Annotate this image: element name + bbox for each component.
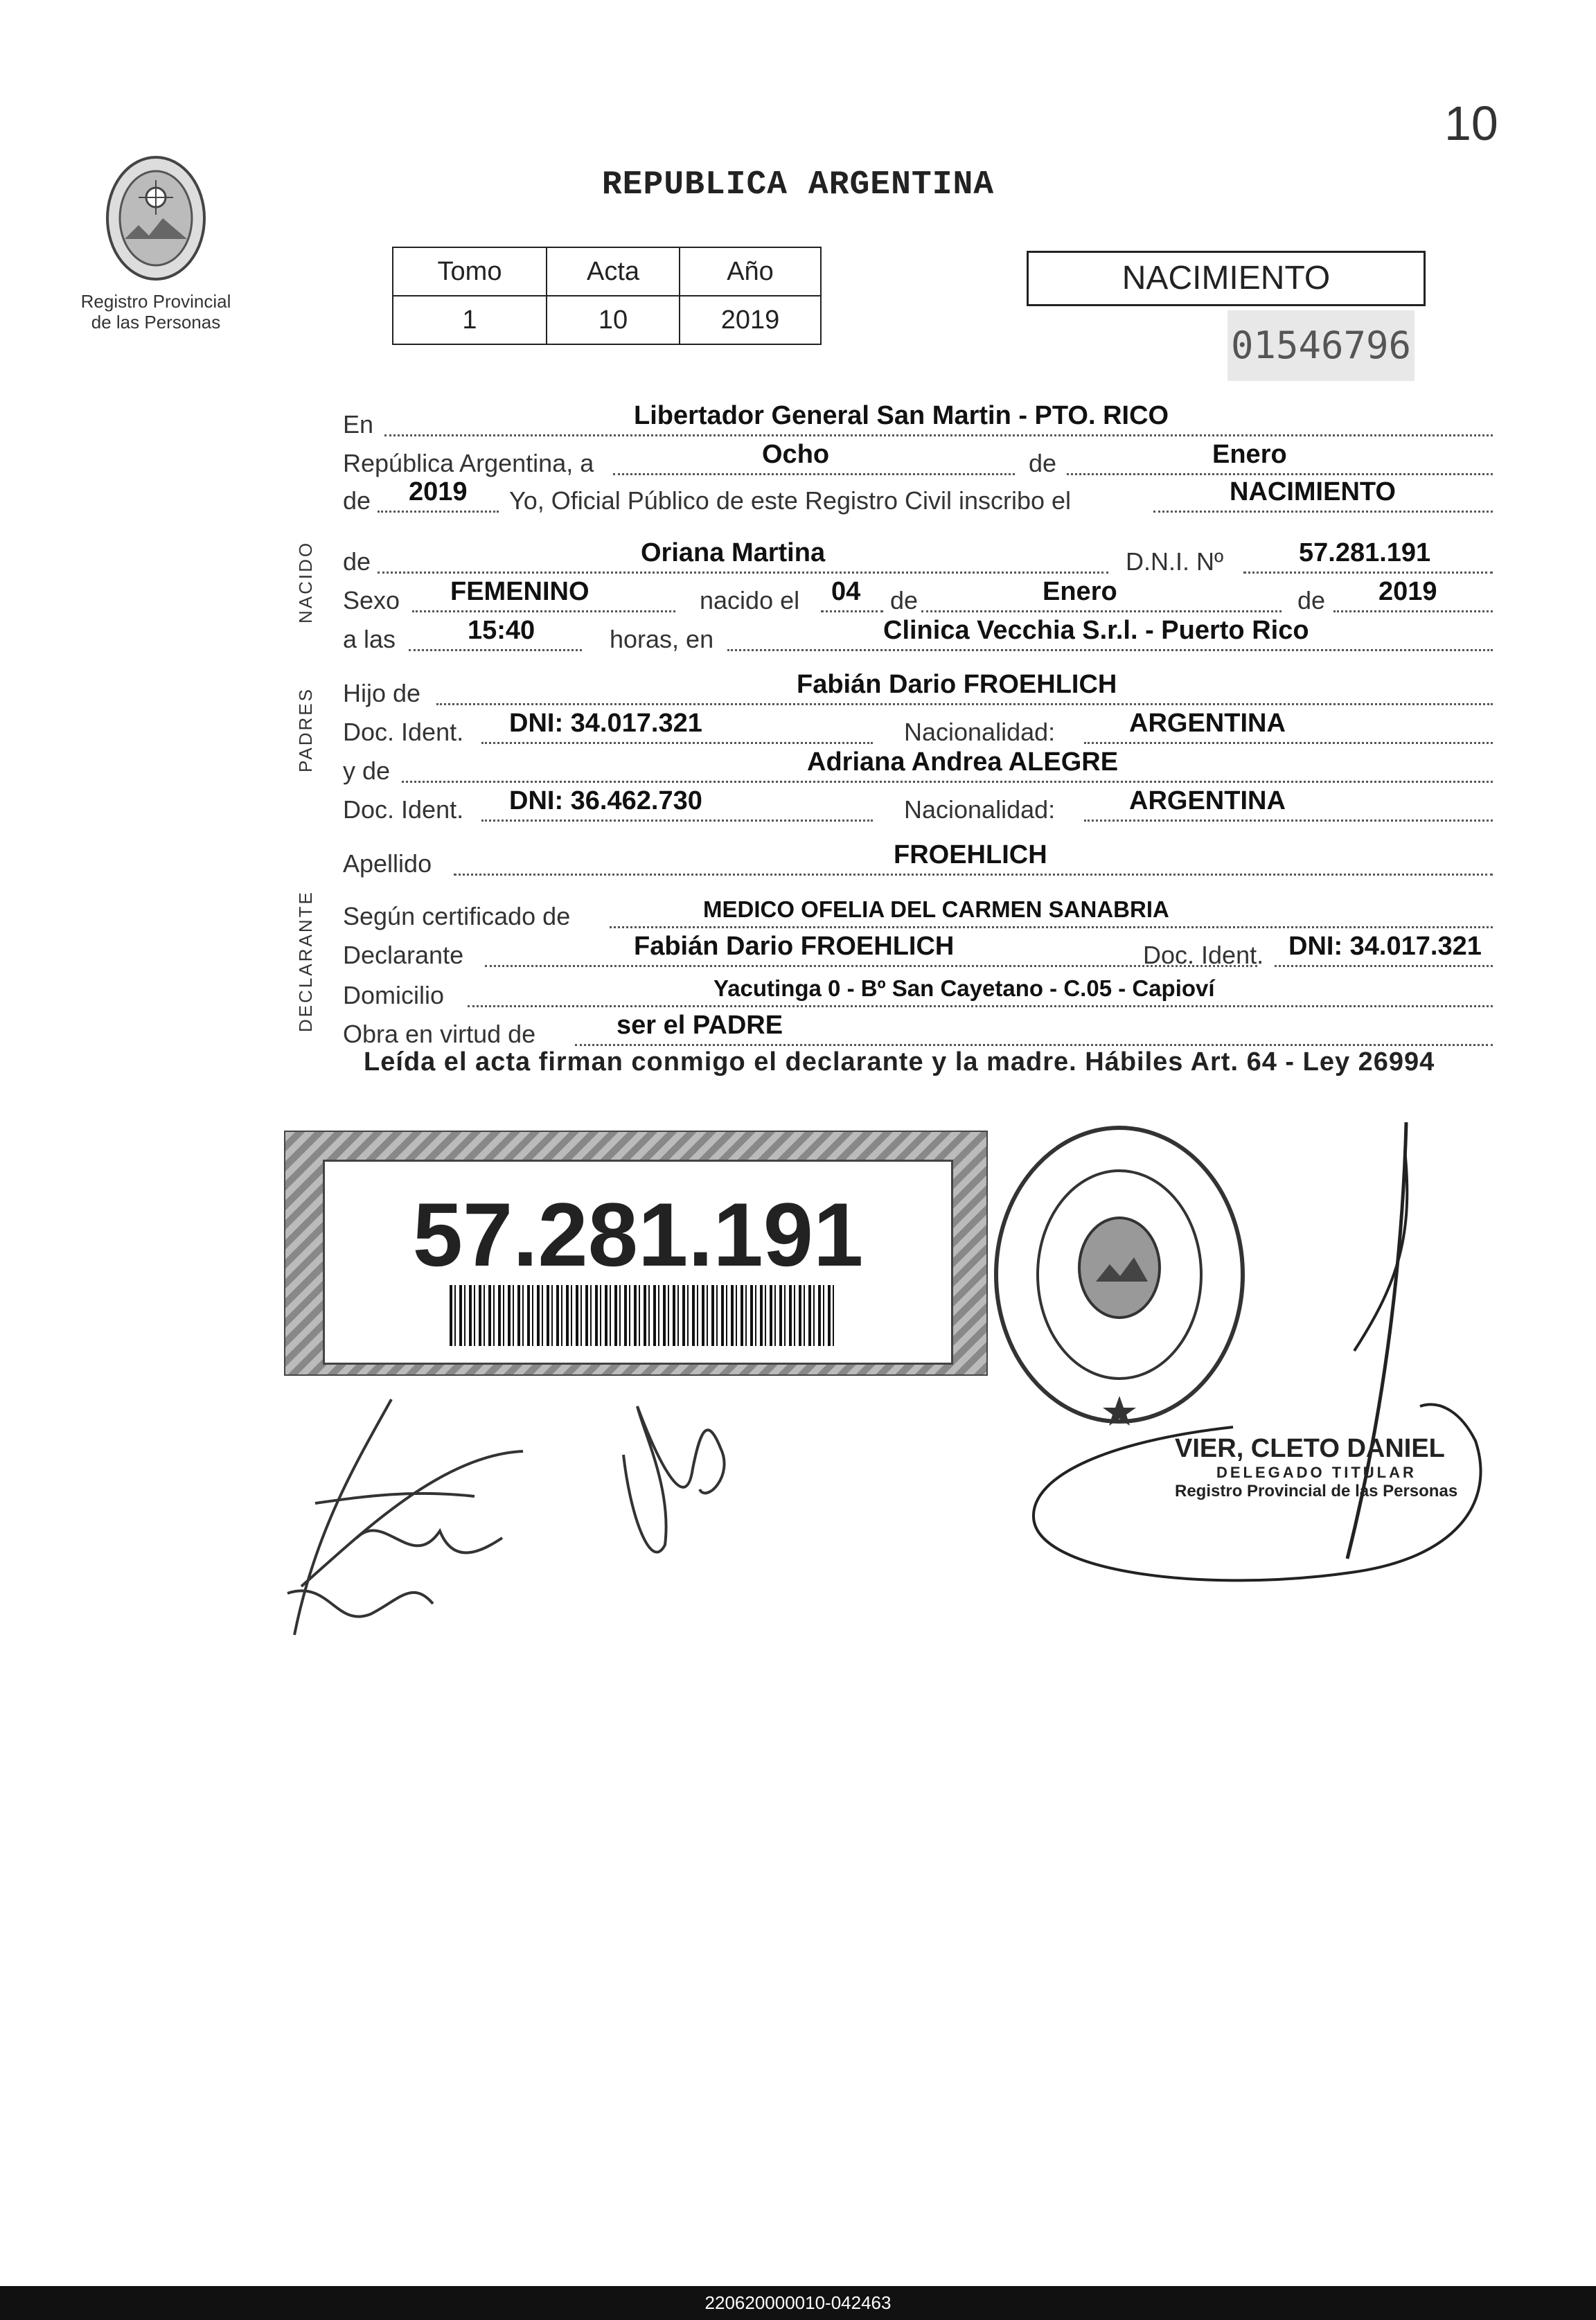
- anio-value: 2019: [680, 296, 821, 344]
- row-padre-doc: [343, 709, 1494, 751]
- value-dia: Ocho: [762, 440, 830, 469]
- dotted-line: [1067, 473, 1493, 475]
- tomo-header: Tomo: [393, 247, 547, 296]
- label-y-de: y de: [343, 756, 391, 785]
- dotted-line: [412, 610, 675, 612]
- label-nacido-el: nacido el: [700, 586, 800, 614]
- label-nacionalidad1: Nacionalidad:: [904, 718, 1056, 746]
- label-horas-en: horas, en: [610, 625, 714, 653]
- dotted-line: [1153, 511, 1493, 513]
- serial-number: 01546796: [1227, 310, 1415, 381]
- tomo-value: 1: [393, 296, 547, 344]
- dotted-line: [468, 1005, 1493, 1007]
- label-en: En: [343, 410, 374, 439]
- dotted-line: [402, 781, 1493, 783]
- dotted-line: [1084, 742, 1493, 744]
- value-certificado: MEDICO OFELIA DEL CARMEN SANABRIA: [703, 896, 1169, 922]
- row-nombre: [343, 539, 1494, 581]
- dotted-line: [613, 473, 1015, 475]
- value-padre: Fabián Dario FROEHLICH: [797, 670, 1117, 699]
- dotted-line: [454, 874, 1493, 876]
- label-de: de: [1029, 449, 1057, 477]
- dotted-line: [481, 742, 873, 744]
- logo-caption-line2: de las Personas: [91, 312, 221, 333]
- acta-header: Acta: [547, 247, 680, 296]
- dotted-line: [921, 610, 1282, 612]
- dotted-line: [378, 572, 1108, 574]
- label-a-las: a las: [343, 625, 396, 653]
- row-fecha: [343, 441, 1494, 482]
- dotted-line: [1084, 820, 1493, 822]
- row-declarante: [343, 932, 1494, 974]
- declarant-signature: [274, 1358, 551, 1649]
- row-certificado: [343, 894, 1494, 935]
- acta-value: 10: [547, 296, 680, 344]
- delegate-name: VIER, CLETO DANIEL: [1175, 1434, 1445, 1463]
- side-label-padres: PADRES: [295, 687, 316, 772]
- label-obra-en-virtud: Obra en virtud de: [343, 1020, 536, 1048]
- label-declarante: Declarante: [343, 941, 464, 969]
- row-madre: [343, 748, 1494, 790]
- value-virtud: ser el PADRE: [617, 1011, 783, 1040]
- row-lugar: [343, 402, 1494, 443]
- value-acto: NACIMIENTO: [1230, 477, 1396, 506]
- label-doc-ident3: Doc. Ident.: [1143, 941, 1264, 969]
- record-type-box: NACIMIENTO: [1027, 251, 1426, 306]
- label-republica: República Argentina, a: [343, 449, 594, 477]
- row-acto: [343, 478, 1494, 520]
- dni-sticker: [284, 1131, 988, 1376]
- closing-statement: Leída el acta firman conmigo el declarante y la madre. Hábiles Art. 64 - Ley 26994: [364, 1047, 1435, 1077]
- row-padre: [343, 671, 1494, 712]
- footer-code: 220620000010-042463: [0, 2286, 1596, 2320]
- page-number: 10: [1444, 96, 1498, 150]
- row-sexo: [343, 578, 1494, 619]
- official-signature: [1025, 1115, 1496, 1600]
- value-mes-nac: Enero: [1043, 577, 1117, 606]
- label-dni: D.N.I. Nº: [1126, 547, 1224, 576]
- dotted-line: [821, 610, 883, 612]
- label-doc-ident2: Doc. Ident.: [343, 795, 464, 824]
- document-title: REPUBLICA ARGENTINA: [601, 166, 995, 204]
- dotted-line: [485, 965, 1257, 967]
- value-dni: 57.281.191: [1299, 538, 1431, 567]
- dotted-line: [436, 703, 1493, 705]
- label-nacionalidad2: Nacionalidad:: [904, 795, 1056, 824]
- barcode: [450, 1285, 837, 1346]
- dotted-line: [610, 926, 1493, 928]
- dotted-line: [384, 434, 1493, 436]
- label-sexo: Sexo: [343, 586, 400, 614]
- dotted-line: [481, 820, 873, 822]
- dotted-line: [1333, 610, 1493, 612]
- side-label-nacido: NACIDO: [295, 540, 316, 623]
- value-anio: 2019: [409, 477, 468, 506]
- label-de-nombre: de: [343, 547, 371, 576]
- label-segun-certificado: Según certificado de: [343, 902, 571, 930]
- value-sexo: FEMENINO: [450, 577, 589, 606]
- label-hijo-de: Hijo de: [343, 679, 421, 707]
- label-de-anio: de: [1297, 586, 1326, 614]
- label-de-mes: de: [890, 586, 919, 614]
- value-lugar: Libertador General San Martin - PTO. RICO: [634, 401, 1169, 430]
- dni-sticker-number: 57.281.191: [412, 1184, 864, 1285]
- value-declarante-doc: DNI: 34.017.321: [1288, 932, 1482, 961]
- delegate-office: Registro Provincial de las Personas: [1175, 1482, 1458, 1500]
- value-domicilio: Yacutinga 0 - Bº San Cayetano - C.05 - Capioví: [713, 975, 1215, 1001]
- value-padre-nac: ARGENTINA: [1129, 709, 1286, 738]
- mother-signature: [596, 1351, 748, 1573]
- label-doc-ident1: Doc. Ident.: [343, 718, 464, 746]
- value-madre-nac: ARGENTINA: [1129, 786, 1286, 815]
- row-domicilio: [343, 973, 1494, 1014]
- value-madre: Adriana Andrea ALEGRE: [807, 747, 1119, 777]
- label-de2: de: [343, 486, 371, 515]
- register-reference-table: [392, 247, 822, 345]
- anio-header: Año: [680, 247, 821, 296]
- label-domicilio: Domicilio: [343, 981, 445, 1009]
- dotted-line: [727, 649, 1493, 651]
- value-lugar-nac: Clinica Vecchia S.r.l. - Puerto Rico: [883, 616, 1309, 645]
- value-apellido: FROEHLICH: [894, 840, 1047, 869]
- delegate-role: DELEGADO TITULAR: [1216, 1464, 1417, 1481]
- dotted-line: [1275, 965, 1493, 967]
- row-apellido: [343, 841, 1494, 883]
- dotted-line: [378, 511, 499, 513]
- value-mes: Enero: [1212, 440, 1287, 469]
- value-anio-nac: 2019: [1378, 577, 1437, 606]
- value-hora: 15:40: [468, 616, 535, 645]
- row-madre-doc: [343, 787, 1494, 829]
- value-nombre: Oriana Martina: [641, 538, 826, 567]
- label-apellido: Apellido: [343, 849, 432, 878]
- dni-sticker-panel: [323, 1160, 953, 1365]
- value-dia-nac: 04: [831, 577, 861, 606]
- dotted-line: [409, 649, 582, 651]
- value-declarante: Fabián Dario FROEHLICH: [634, 932, 955, 961]
- dotted-line: [1243, 572, 1493, 574]
- row-hora: [343, 617, 1494, 658]
- value-padre-doc: DNI: 34.017.321: [509, 709, 702, 738]
- logo-caption-line1: Registro Provincial: [80, 291, 231, 312]
- side-label-declarante: DECLARANTE: [295, 890, 316, 1032]
- value-madre-doc: DNI: 36.462.730: [509, 786, 702, 815]
- label-yo-oficial: Yo, Oficial Público de este Registro Civil inscribo el: [509, 486, 1072, 515]
